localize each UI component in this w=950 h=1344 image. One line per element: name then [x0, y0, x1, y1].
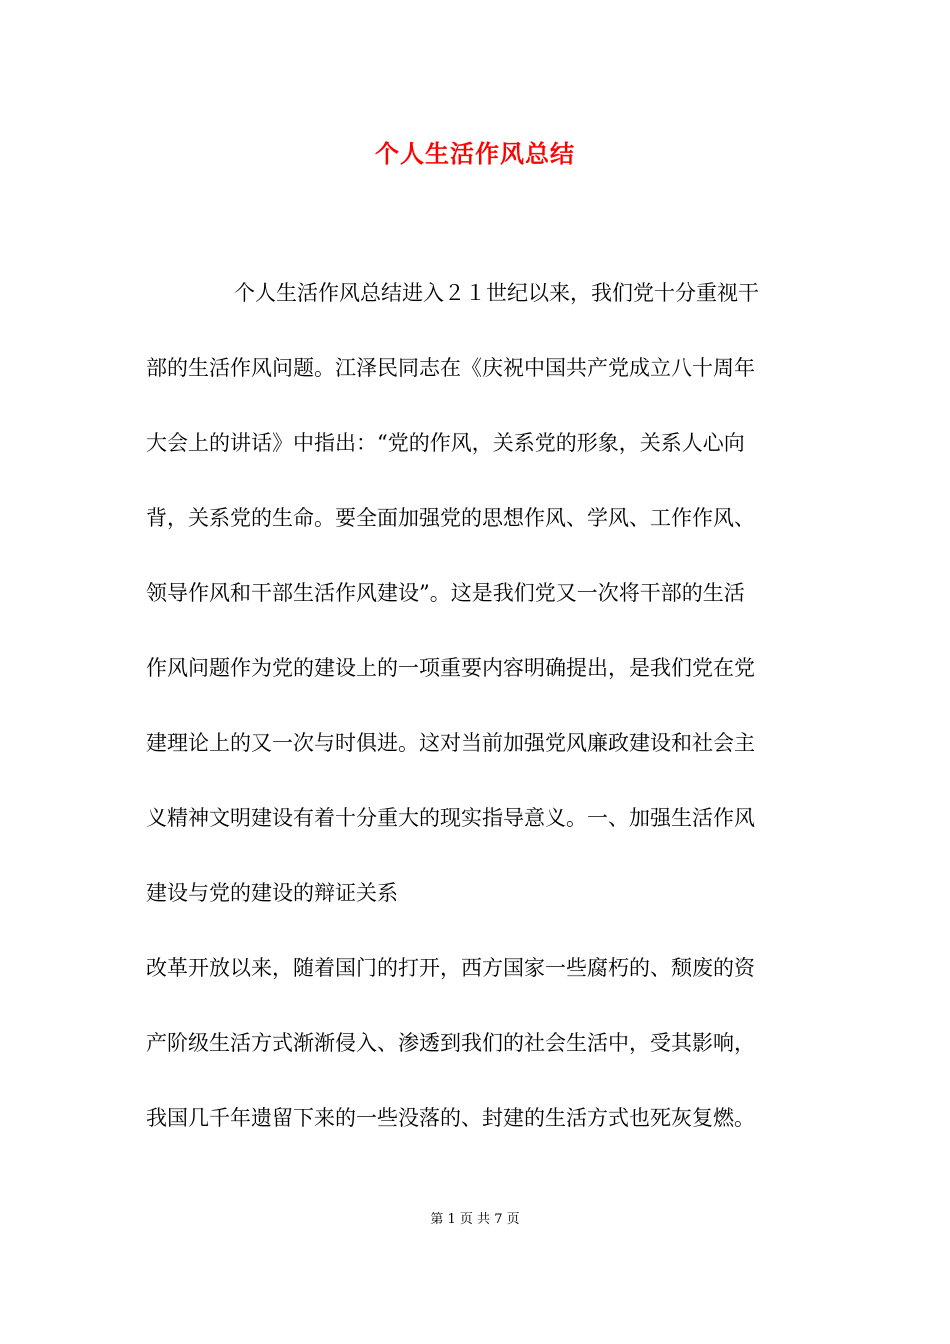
page-number-footer: 第 1 页 共 7 页: [430, 1212, 520, 1227]
body-line: 个人生活作风总结进入２１世纪以来，我们党十分重视干: [234, 281, 759, 305]
body-line: 改革开放以来，随着国门的打开，西方国家一些腐朽的、颓废的资: [146, 956, 755, 980]
body-line: 作风问题作为党的建设上的一项重要内容明确提出，是我们党在党: [146, 656, 755, 680]
body-line: 领导作风和干部生活作风建设”。这是我们党又一次将干部的生活: [146, 581, 745, 605]
body-line: 大会上的讲话》中指出：“党的作风，关系党的形象，关系人心向: [146, 431, 745, 455]
body-line: 产阶级生活方式渐渐侵入、渗透到我们的社会生活中，受其影响，: [146, 1031, 755, 1055]
body-line: 义精神文明建设有着十分重大的现实指导意义。一、加强生活作风: [146, 806, 755, 830]
document-title: 个人生活作风总结: [375, 139, 575, 168]
body-line: 建设与党的建设的辩证关系: [146, 881, 398, 905]
body-line: 建理论上的又一次与时俱进。这对当前加强党风廉政建设和社会主: [146, 731, 755, 755]
body-line: 部的生活作风问题。江泽民同志在《庆祝中国共产党成立八十周年: [146, 356, 755, 380]
body-line: 背，关系党的生命。要全面加强党的思想作风、学风、工作作风、: [146, 506, 755, 530]
body-line: 我国几千年遗留下来的一些没落的、封建的生活方式也死灰复燃。: [146, 1106, 755, 1130]
